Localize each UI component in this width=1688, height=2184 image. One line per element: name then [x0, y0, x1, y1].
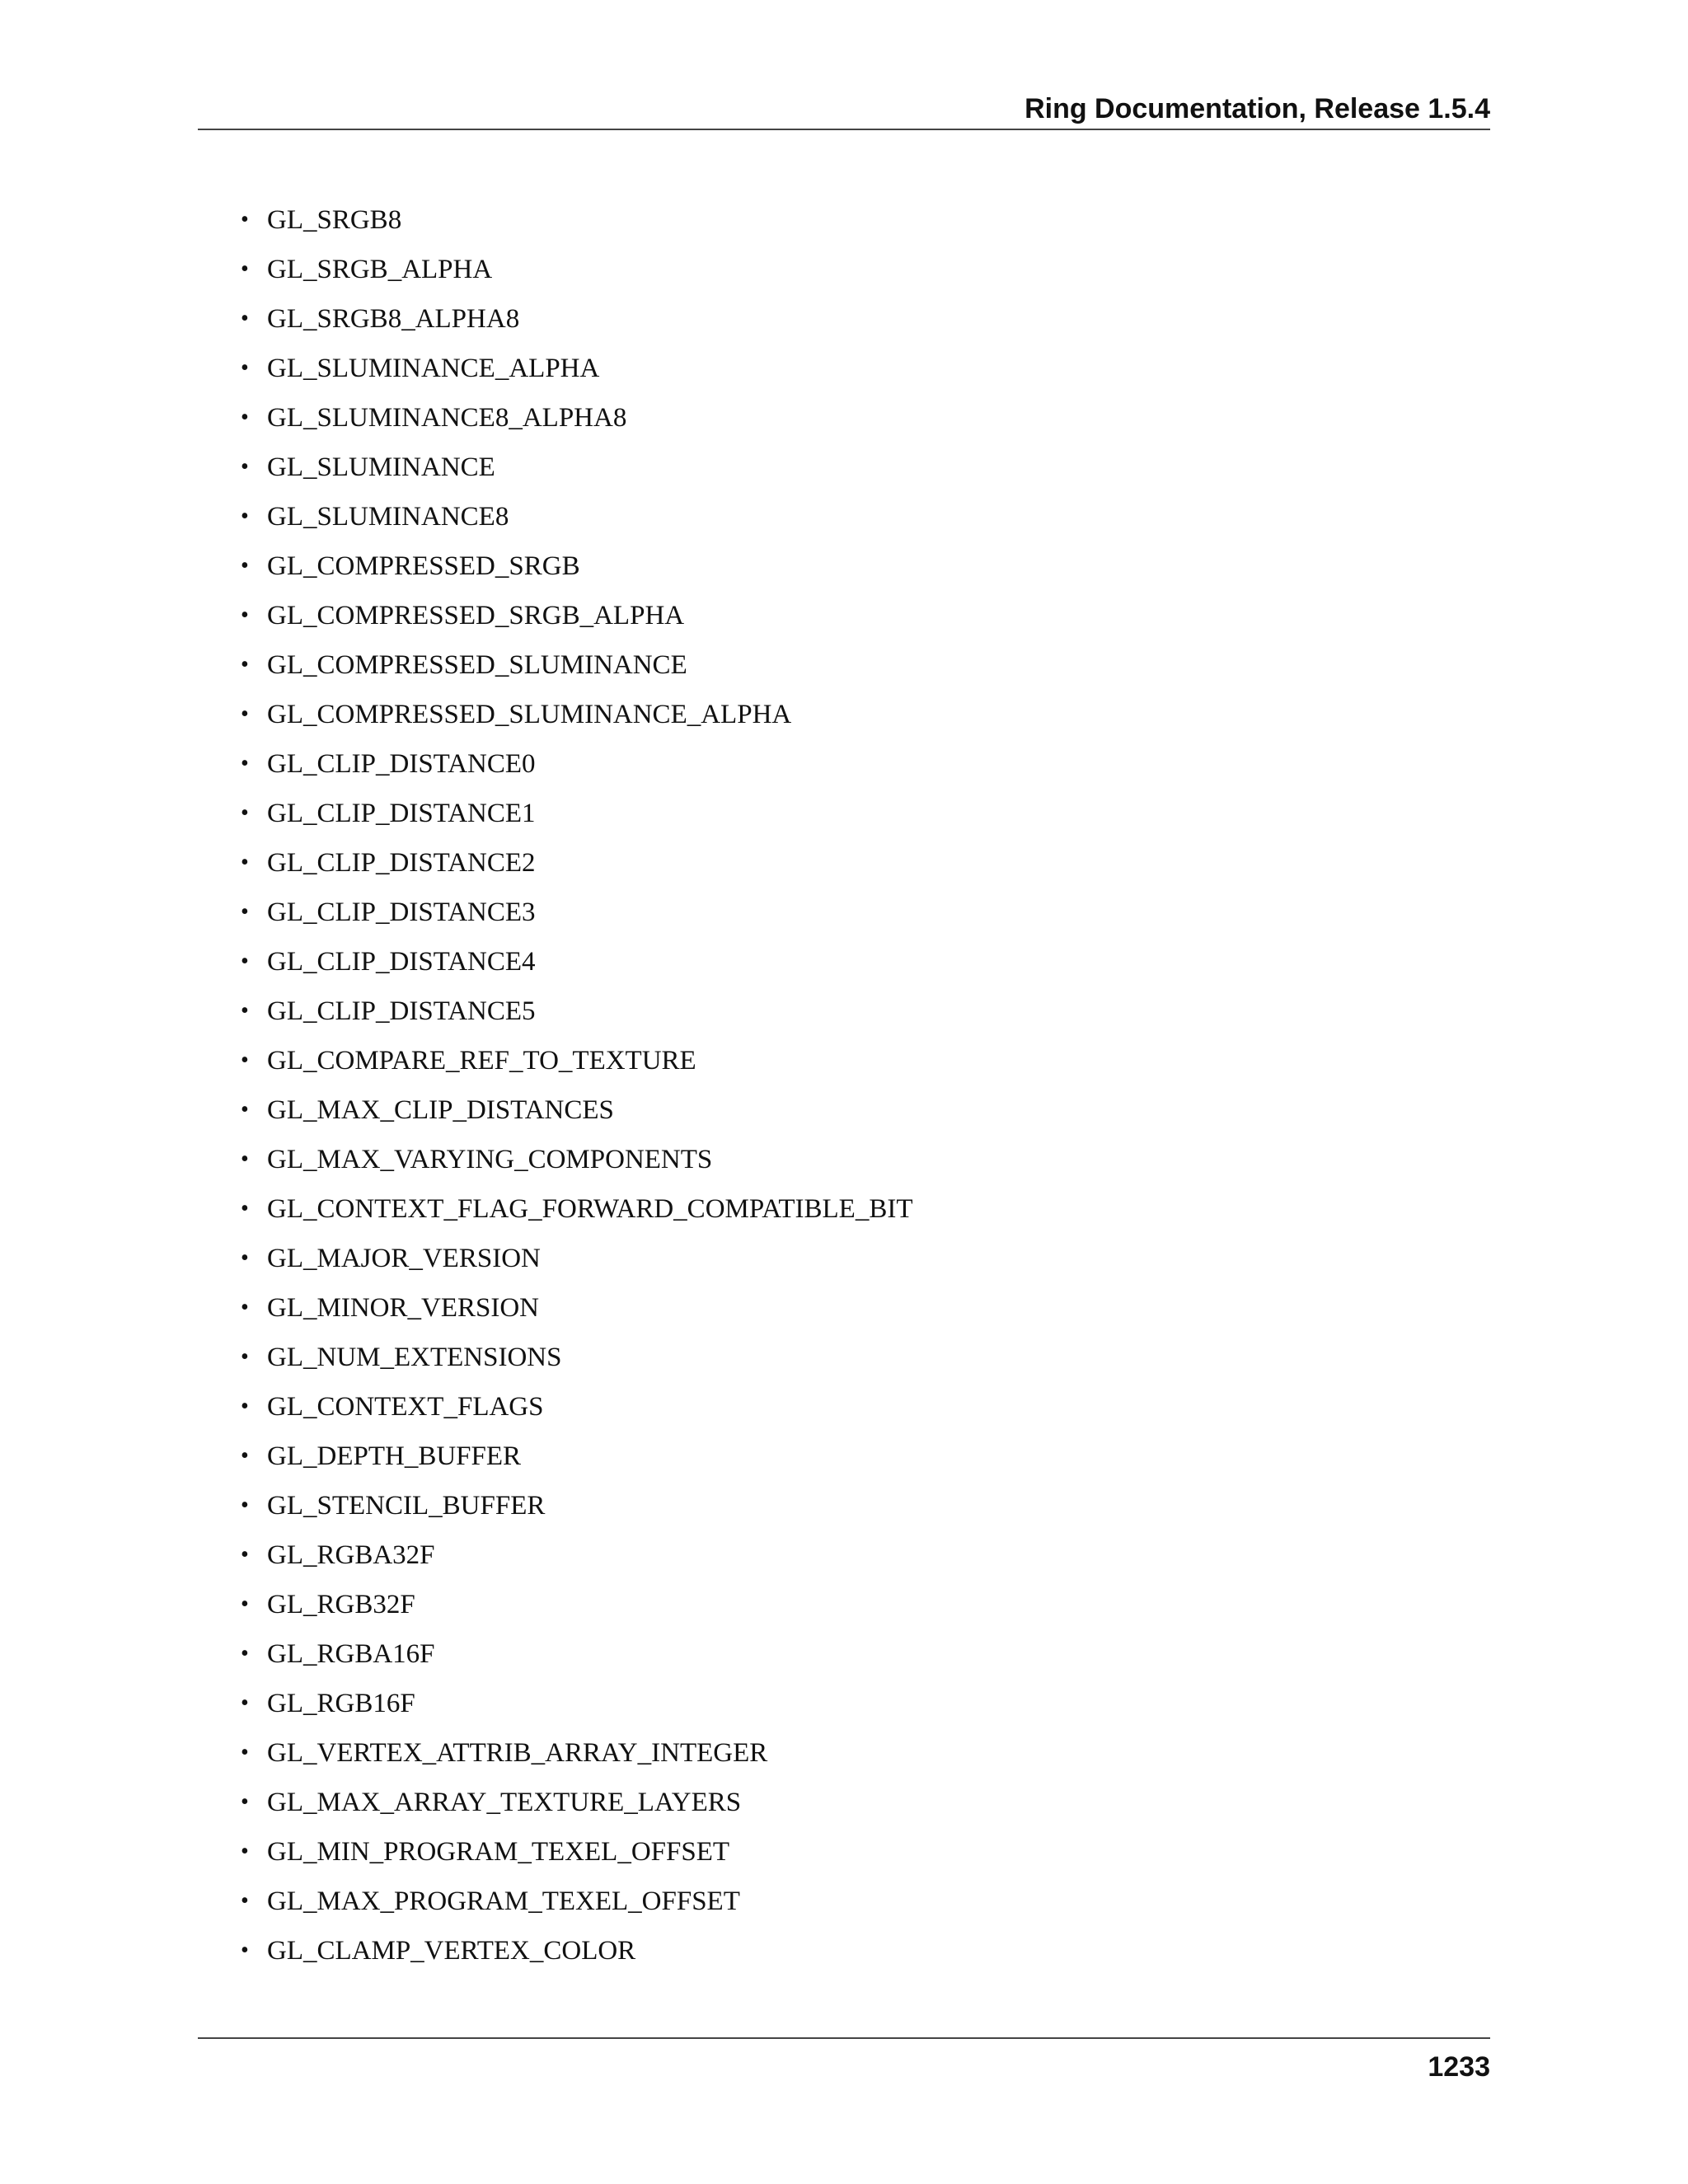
- constant-name: GL_CONTEXT_FLAG_FORWARD_COMPATIBLE_BIT: [267, 1194, 913, 1224]
- constant-name: GL_CLIP_DISTANCE1: [267, 799, 536, 828]
- constant-name: GL_SRGB8: [267, 205, 402, 235]
- bullet-icon: •: [241, 1839, 249, 1864]
- bullet-icon: •: [241, 1888, 249, 1914]
- constant-name: GL_CLIP_DISTANCE5: [267, 996, 536, 1026]
- bullet-icon: •: [241, 1196, 249, 1221]
- bullet-icon: •: [241, 602, 249, 628]
- bullet-icon: •: [241, 355, 249, 381]
- bullet-icon: •: [241, 1938, 249, 1963]
- bullet-icon: •: [241, 751, 249, 776]
- bullet-icon: •: [241, 454, 249, 480]
- constant-name: GL_RGBA32F: [267, 1540, 435, 1570]
- bullet-icon: •: [241, 998, 249, 1024]
- constant-name: GL_MINOR_VERSION: [267, 1293, 539, 1323]
- page-number: 1233: [1428, 2051, 1490, 2083]
- bullet-icon: •: [241, 1344, 249, 1370]
- constant-name: GL_CLIP_DISTANCE3: [267, 898, 536, 927]
- bullet-icon: •: [241, 1295, 249, 1320]
- bullet-icon: •: [241, 1493, 249, 1518]
- bullet-icon: •: [241, 504, 249, 529]
- page-header: [198, 92, 1490, 130]
- bullet-icon: •: [241, 1591, 249, 1617]
- bullet-icon: •: [241, 899, 249, 925]
- bullet-icon: •: [241, 1097, 249, 1122]
- constant-name: GL_COMPARE_REF_TO_TEXTURE: [267, 1046, 696, 1076]
- bullet-icon: •: [241, 800, 249, 826]
- page-footer: [198, 2037, 1490, 2083]
- constant-name: GL_MAJOR_VERSION: [267, 1244, 541, 1273]
- bullet-icon: •: [241, 1047, 249, 1073]
- constant-name: GL_CLAMP_VERTEX_COLOR: [267, 1936, 636, 1966]
- constant-name: GL_DEPTH_BUFFER: [267, 1441, 522, 1471]
- constant-name: GL_COMPRESSED_SRGB_ALPHA: [267, 601, 685, 630]
- constant-name: GL_CLIP_DISTANCE2: [267, 848, 536, 878]
- constant-name: GL_SLUMINANCE: [267, 452, 495, 482]
- bullet-icon: •: [241, 701, 249, 727]
- constant-name: GL_STENCIL_BUFFER: [267, 1491, 546, 1521]
- constant-name: GL_SLUMINANCE_ALPHA: [267, 354, 600, 383]
- bullet-icon: •: [241, 850, 249, 875]
- constant-name: GL_COMPRESSED_SLUMINANCE_ALPHA: [267, 700, 792, 729]
- constant-name: GL_NUM_EXTENSIONS: [267, 1343, 562, 1372]
- bullet-icon: •: [241, 1740, 249, 1765]
- bullet-icon: •: [241, 1146, 249, 1172]
- bullet-icon: •: [241, 1690, 249, 1716]
- constant-name: GL_CLIP_DISTANCE0: [267, 749, 536, 779]
- constant-name: GL_SRGB_ALPHA: [267, 255, 493, 284]
- bullet-icon: •: [241, 1443, 249, 1469]
- bullet-icon: •: [241, 1394, 249, 1419]
- bullet-icon: •: [241, 256, 249, 282]
- constant-name: GL_COMPRESSED_SRGB: [267, 551, 580, 581]
- constant-name: GL_CONTEXT_FLAGS: [267, 1392, 544, 1422]
- bullet-icon: •: [241, 1542, 249, 1568]
- constant-name: GL_COMPRESSED_SLUMINANCE: [267, 650, 687, 680]
- constant-name: GL_MAX_ARRAY_TEXTURE_LAYERS: [267, 1788, 742, 1817]
- bullet-icon: •: [241, 405, 249, 430]
- bullet-icon: •: [241, 1245, 249, 1271]
- constant-name: GL_SLUMINANCE8: [267, 502, 509, 532]
- bullet-icon: •: [241, 553, 249, 579]
- constant-name: GL_MAX_CLIP_DISTANCES: [267, 1095, 614, 1125]
- constant-name: GL_MIN_PROGRAM_TEXEL_OFFSET: [267, 1837, 730, 1867]
- constant-name: GL_RGB32F: [267, 1590, 415, 1619]
- constant-name: GL_CLIP_DISTANCE4: [267, 947, 536, 977]
- constant-name: GL_MAX_VARYING_COMPONENTS: [267, 1145, 713, 1174]
- constant-name: GL_SLUMINANCE8_ALPHA8: [267, 403, 627, 433]
- constant-name: GL_SRGB8_ALPHA8: [267, 304, 520, 334]
- constant-name: GL_RGB16F: [267, 1689, 415, 1718]
- bullet-icon: •: [241, 949, 249, 974]
- constant-name: GL_VERTEX_ATTRIB_ARRAY_INTEGER: [267, 1738, 768, 1768]
- bullet-icon: •: [241, 1789, 249, 1815]
- bullet-icon: •: [241, 306, 249, 331]
- bullet-icon: •: [241, 1641, 249, 1666]
- bullet-icon: •: [241, 652, 249, 677]
- bullet-icon: •: [241, 207, 249, 232]
- document-title: Ring Documentation, Release 1.5.4: [1025, 93, 1490, 124]
- constant-name: GL_MAX_PROGRAM_TEXEL_OFFSET: [267, 1886, 740, 1916]
- constant-name: GL_RGBA16F: [267, 1639, 435, 1669]
